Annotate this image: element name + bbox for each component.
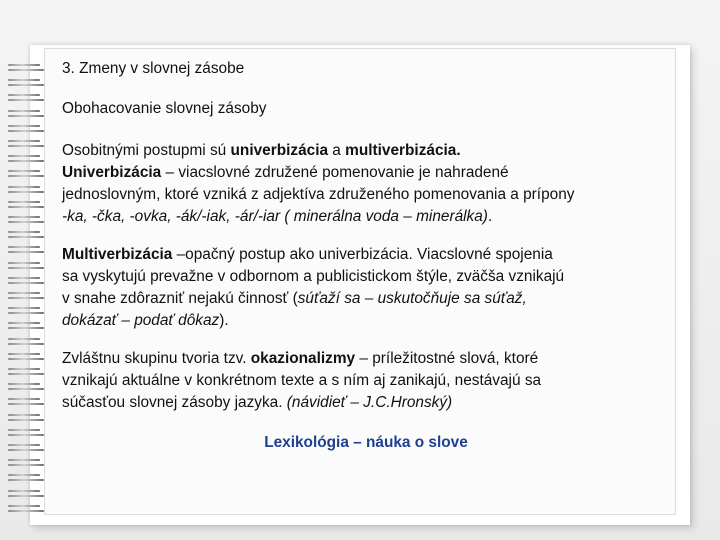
spiral-ring xyxy=(8,429,48,437)
spiral-ring xyxy=(8,414,48,422)
text-span: Osobitnými postupmi sú xyxy=(62,142,231,159)
spiral-ring xyxy=(8,262,48,270)
text-span: – viacslovné združené pomenovanie je nahradené xyxy=(161,164,509,181)
text-span: – príležitostné slová, ktoré xyxy=(355,350,539,367)
text-line: jednoslovným, ktoré vzniká z adjektíva združeného pomenovania a prípony xyxy=(62,186,575,203)
spiral-ring xyxy=(8,201,48,209)
spiral-ring xyxy=(8,322,48,330)
term-multiverbizacia-definition: Multiverbizácia xyxy=(62,246,173,263)
spiral-ring xyxy=(8,231,48,239)
slide-heading: 3. Zmeny v slovnej zásobe xyxy=(62,60,245,77)
text-span: –opačný postup ako univerbizácia. Viacslovné spojenia xyxy=(172,246,553,263)
text-line xyxy=(62,162,668,184)
spiral-ring xyxy=(8,383,48,391)
text-line xyxy=(62,392,668,414)
text-line xyxy=(62,288,668,310)
example-text: dokázať – podať dôkaz xyxy=(62,312,220,329)
term-okazionalizmy: okazionalizmy xyxy=(250,350,356,367)
spiral-ring xyxy=(8,505,48,513)
spiral-ring xyxy=(8,338,48,346)
spiral-ring xyxy=(8,246,48,254)
paragraph-univerbizacia xyxy=(62,140,668,228)
slide-footer-title: Lexikológia – náuka o slove xyxy=(264,434,468,451)
text-span: . xyxy=(487,208,493,225)
text-span: a xyxy=(328,142,346,159)
text-span: v snahe zdôrazniť nejakú činnosť ( xyxy=(62,290,298,307)
spiral-ring xyxy=(8,490,48,498)
spiral-ring xyxy=(8,216,48,224)
text-span: ). xyxy=(219,312,229,329)
text-line: vznikajú aktuálne v konkrétnom texte a s ním aj zanikajú, nestávajú sa xyxy=(62,372,542,389)
paragraph-multiverbizacia xyxy=(62,244,668,332)
spiral-ring xyxy=(8,170,48,178)
slide-subheading: Obohacovanie slovnej zásoby xyxy=(62,100,267,117)
spiral-ring xyxy=(8,307,48,315)
spiral-ring xyxy=(8,140,48,148)
text-line xyxy=(62,206,668,228)
example-text: súťaží sa – uskutočňuje sa súťaž, xyxy=(297,290,527,307)
spiral-ring xyxy=(8,186,48,194)
spiral-ring xyxy=(8,94,48,102)
text-span: . xyxy=(456,142,461,159)
spiral-ring xyxy=(8,474,48,482)
text-line xyxy=(62,140,668,162)
term-multiverbizacia: multiverbizácia xyxy=(345,142,457,159)
text-span: súčasťou slovnej zásoby jazyka. xyxy=(62,394,287,411)
spiral-ring xyxy=(8,353,48,361)
paragraph-okazionalizmy xyxy=(62,348,668,414)
spiral-ring xyxy=(8,64,48,72)
term-univerbizacia-definition: Univerbizácia xyxy=(62,164,162,181)
text-line xyxy=(62,348,668,370)
spiral-ring xyxy=(8,398,48,406)
text-span: Zvláštnu skupinu tvoria tzv. xyxy=(62,350,251,367)
spiral-ring xyxy=(8,79,48,87)
spiral-ring xyxy=(8,277,48,285)
spiral-ring xyxy=(8,292,48,300)
spiral-ring xyxy=(8,459,48,467)
spiral-ring xyxy=(8,444,48,452)
slide-content xyxy=(62,58,668,454)
text-line xyxy=(62,310,668,332)
text-line: sa vyskytujú prevažne v odbornom a publicistickom štýle, zväčša vznikajú xyxy=(62,268,565,285)
spiral-ring xyxy=(8,125,48,133)
term-univerbizacia: univerbizácia xyxy=(230,142,329,159)
spiral-ring xyxy=(8,368,48,376)
spiral-ring xyxy=(8,155,48,163)
example-text: (návidieť – J.C.Hronský) xyxy=(286,394,453,411)
text-line xyxy=(62,244,668,266)
spiral-ring xyxy=(8,110,48,118)
example-text: -ka, -čka, -ovka, -ák/-iak, -ár/-iar ( minerálna voda – minerálka) xyxy=(62,208,488,225)
